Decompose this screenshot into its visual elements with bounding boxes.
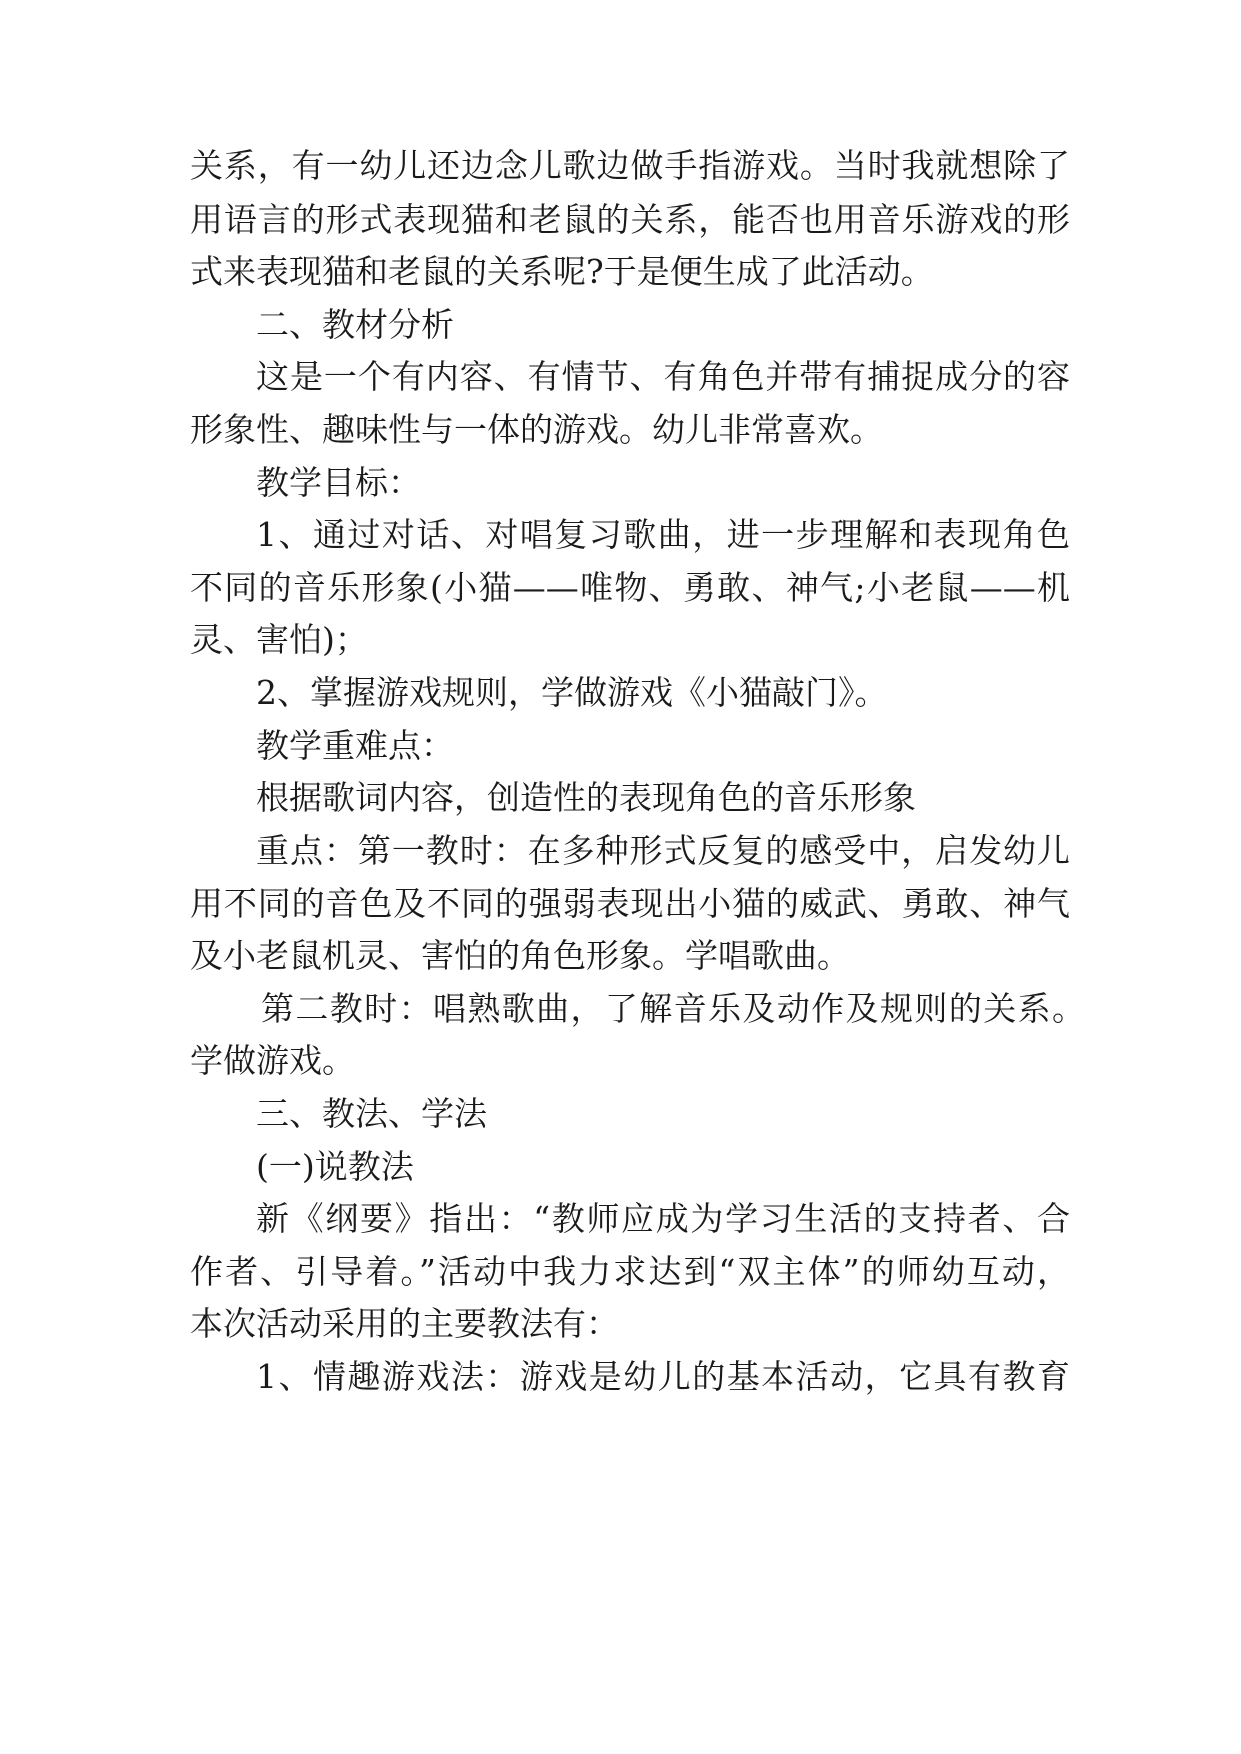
paragraph-line: 本次活动采用的主要教法有： bbox=[190, 1304, 619, 1343]
paragraph-line: 第二教时：唱熟歌曲，了解音乐及动作及规则的关系。 bbox=[261, 989, 1085, 1028]
paragraph-line: 关系，有一幼儿还边念儿歌边做手指游戏。当时我就想除了 bbox=[190, 146, 1070, 185]
paragraph-line: 及小老鼠机灵、害怕的角色形象。学唱歌曲。 bbox=[190, 936, 850, 975]
paragraph-line: 重点：第一教时：在多种形式反复的感受中，启发幼儿 bbox=[256, 831, 1070, 870]
paragraph-line: 用语言的形式表现猫和老鼠的关系，能否也用音乐游戏的形 bbox=[190, 200, 1070, 239]
subheading: (一)说教法 bbox=[256, 1147, 414, 1186]
paragraph-line: 不同的音乐形象(小猫——唯物、勇敢、神气;小老鼠——机 bbox=[190, 568, 1070, 607]
paragraph-line: 2、掌握游戏规则，学做游戏《小猫敲门》。 bbox=[256, 673, 888, 712]
subheading: 教学重难点： bbox=[256, 726, 454, 765]
paragraph-line: 1、通过对话、对唱复习歌曲，进一步理解和表现角色 bbox=[256, 515, 1070, 554]
paragraph-line: 新《纲要》指出：“教师应成为学习生活的支持者、合 bbox=[256, 1199, 1070, 1238]
section-heading: 二、教材分析 bbox=[256, 305, 454, 344]
paragraph-line: 灵、害怕)； bbox=[190, 620, 368, 659]
paragraph-line: 学做游戏。 bbox=[190, 1041, 355, 1080]
paragraph-line: 式来表现猫和老鼠的关系呢?于是便生成了此活动。 bbox=[190, 252, 934, 291]
paragraph-line: 用不同的音色及不同的强弱表现出小猫的威武、勇敢、神气 bbox=[190, 884, 1070, 923]
paragraph-line: 1、情趣游戏法：游戏是幼儿的基本活动，它具有教育 bbox=[256, 1357, 1070, 1396]
paragraph-line: 形象性、趣味性与一体的游戏。幼儿非常喜欢。 bbox=[190, 410, 883, 449]
section-heading: 三、教法、学法 bbox=[256, 1094, 487, 1133]
paragraph-line: 根据歌词内容，创造性的表现角色的音乐形象 bbox=[256, 778, 916, 817]
subheading: 教学目标： bbox=[256, 463, 421, 502]
paragraph-line: 这是一个有内容、有情节、有角色并带有捕捉成分的容 bbox=[256, 357, 1070, 396]
paragraph-line: 作者、引导着。”活动中我力求达到“双主体”的师幼互动， bbox=[190, 1252, 1070, 1291]
